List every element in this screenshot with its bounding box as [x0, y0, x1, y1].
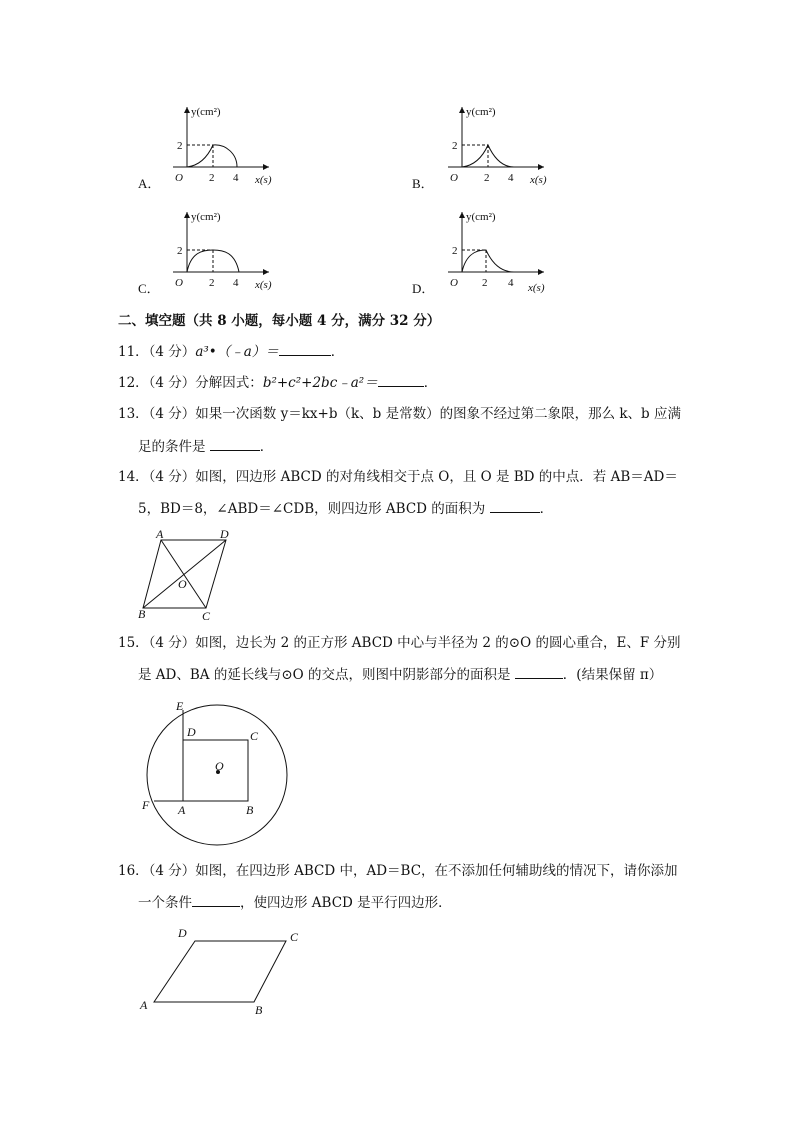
graph-a-curve: [187, 145, 237, 167]
q15-line2-text: 是 AD、BA 的延长线与⊙O 的交点，则图中阴影部分的面积是: [138, 667, 511, 683]
q15-answer-blank[interactable]: [515, 664, 563, 679]
q14-label-d: D: [220, 527, 229, 541]
svg-text:2: 2: [482, 277, 488, 289]
svg-text:x(s): x(s): [255, 174, 272, 186]
svg-text:x(s): x(s): [255, 279, 272, 291]
q15-label-o: O: [215, 759, 224, 773]
graph-d-curve: [462, 250, 514, 272]
option-c-label[interactable]: C．: [138, 281, 160, 296]
q16-label-b: B: [255, 1003, 263, 1017]
q14-label-o: O: [178, 577, 187, 591]
svg-text:2: 2: [177, 140, 183, 152]
q16-label-c: C: [290, 930, 299, 944]
svg-text:4: 4: [233, 172, 239, 184]
question-15-line2: [138, 664, 662, 685]
svg-text:x(s): x(s): [528, 282, 545, 294]
question-15-line1: 15．（4 分）如图，边长为 2 的正方形 ABCD 中心与半径为 2 的⊙O 的圆心重合，E、F 分别: [118, 635, 681, 651]
q13-answer-blank[interactable]: [210, 436, 260, 451]
q15-label-b: B: [246, 803, 254, 817]
q14-label-c: C: [202, 609, 211, 623]
q14-answer-blank[interactable]: [490, 498, 540, 513]
q16-answer-blank[interactable]: [192, 892, 240, 907]
svg-text:2: 2: [452, 140, 458, 152]
svg-text:2: 2: [209, 172, 215, 184]
svg-text:2: 2: [177, 245, 183, 257]
question-16-line1: 16．（4 分）如图，在四边形 ABCD 中，AD＝BC，在不添加任何辅助线的情况下，请你添加: [118, 863, 678, 879]
question-11: [118, 341, 344, 362]
section-title: 二、填空题（共 8 小题，每小题 4 分，满分 32 分）: [118, 313, 441, 329]
question-16-line2: [138, 892, 452, 913]
q12-number: 12．（4 分）分解因式：: [118, 375, 263, 391]
svg-text:y(cm²): y(cm²): [191, 106, 221, 118]
q16-label-a: A: [140, 998, 148, 1012]
svg-text:y(cm²): y(cm²): [466, 211, 496, 223]
q15-figure: [136, 696, 296, 850]
q16-figure: [132, 922, 312, 1018]
q16-line2a: 一个条件: [138, 895, 192, 911]
graph-a: [173, 106, 272, 186]
q11-answer-blank[interactable]: [279, 341, 331, 356]
q11-end: ．: [330, 344, 345, 360]
q13-end: ．: [259, 439, 274, 455]
q12-expression: b²+c²+2bc﹣a²＝: [262, 375, 378, 391]
graph-b: [448, 106, 547, 186]
q12-answer-blank[interactable]: [378, 372, 424, 387]
q11-number: 11．（4 分）: [118, 344, 196, 360]
svg-text:x(s): x(s): [530, 174, 547, 186]
svg-text:y(cm²): y(cm²): [191, 211, 221, 223]
q14-diagonal-bd: [143, 540, 226, 608]
q14-label-b: B: [138, 607, 146, 621]
option-graphs: [0, 95, 794, 305]
svg-text:O: O: [450, 277, 458, 289]
question-14-line2: [138, 498, 553, 519]
q14-end: ．: [539, 501, 554, 517]
svg-text:O: O: [175, 172, 183, 184]
q14-figure: [132, 526, 242, 624]
question-14-line1: 14．（4 分）如图，四边形 ABCD 的对角线相交于点 O，且 O 是 BD 的中点．若 AB＝AD＝: [118, 469, 678, 485]
question-12: [118, 372, 437, 393]
option-d-label[interactable]: D．: [412, 281, 435, 296]
q12-end: ．: [423, 375, 438, 391]
graph-c: [173, 211, 272, 291]
q16-label-d: D: [178, 926, 187, 940]
question-13-line1: 13．（4 分）如果一次函数 y＝kx+b（k、b 是常数）的图象不经过第二象限，那么 k、b 应满: [118, 406, 681, 422]
svg-text:2: 2: [452, 245, 458, 257]
svg-text:O: O: [450, 172, 458, 184]
q14-line2-text: 5，BD＝8，∠ABD＝∠CDB，则四边形 ABCD 的面积为: [138, 501, 486, 517]
q15-circle: [147, 705, 287, 845]
question-13-line2: [138, 436, 273, 457]
svg-text:2: 2: [209, 277, 215, 289]
q11-expression: a³•（﹣a）＝: [195, 344, 279, 360]
svg-text:4: 4: [508, 172, 514, 184]
q15-label-c: C: [250, 729, 259, 743]
q15-label-a: A: [178, 803, 186, 817]
q13-line2-text: 足的条件是: [138, 439, 206, 455]
q15-label-e: E: [176, 699, 184, 713]
option-a-label[interactable]: A．: [138, 176, 161, 191]
q14-label-a: A: [156, 527, 164, 541]
q15-label-d: D: [187, 725, 196, 739]
svg-text:O: O: [175, 277, 183, 289]
q16-line2b: ，使四边形 ABCD 是平行四边形．: [240, 895, 452, 911]
q16-parallelogram: [154, 941, 286, 1002]
svg-text:y(cm²): y(cm²): [466, 106, 496, 118]
svg-text:4: 4: [233, 277, 239, 289]
graph-d: [448, 211, 545, 294]
q15-end: ．(结果保留 π）: [562, 667, 663, 683]
q15-label-f: F: [142, 798, 150, 812]
svg-text:4: 4: [508, 277, 514, 289]
option-b-label[interactable]: B．: [412, 176, 434, 191]
q14-diagonal-ac: [161, 540, 206, 608]
svg-text:2: 2: [484, 172, 490, 184]
